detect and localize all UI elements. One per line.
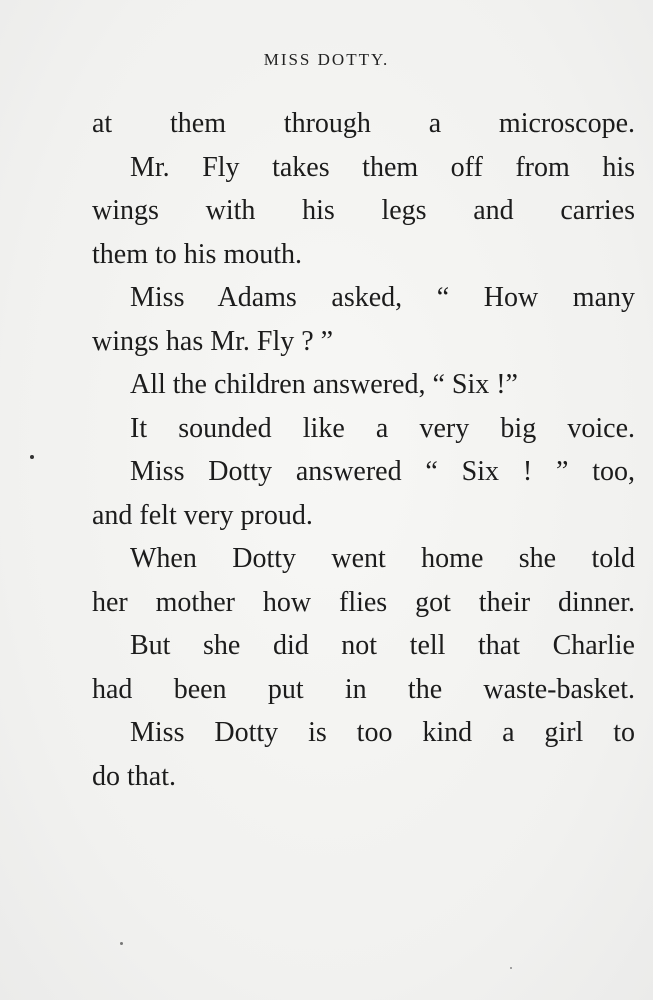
body-text	[92, 102, 635, 798]
text-line-13: But she did not tell that Charlie	[130, 630, 635, 661]
paper-speck	[510, 967, 512, 969]
text-line-14: had been put in the waste-basket.	[92, 673, 635, 705]
text-line-2: Mr. Fly takes them off from his	[130, 151, 635, 183]
text-line-1: at them through a microscope.	[92, 108, 635, 139]
text-line-5: Miss Adams asked, “ How many	[130, 282, 635, 313]
text-line-7: All the children answered, “ Six !”	[130, 369, 518, 400]
paper-speck	[30, 455, 34, 459]
text-line-16: do that.	[92, 760, 176, 792]
paper-speck	[120, 942, 123, 945]
text-line-9: Miss Dotty answered “ Six ! ” too,	[130, 456, 635, 487]
running-head: MISS DOTTY.	[263, 50, 390, 69]
text-line-8: It sounded like a very big voice.	[130, 412, 635, 444]
text-line-11: When Dotty went home she told	[130, 543, 635, 574]
text-line-10: and felt very proud.	[92, 499, 313, 531]
text-line-12: her mother how flies got their dinner.	[92, 586, 635, 618]
text-line-3: wings with his legs and carries	[92, 195, 635, 226]
text-line-6: wings has Mr. Fly ? ”	[92, 325, 334, 357]
text-line-15: Miss Dotty is too kind a girl to	[130, 717, 635, 748]
text-line-4: them to his mouth.	[92, 238, 302, 270]
